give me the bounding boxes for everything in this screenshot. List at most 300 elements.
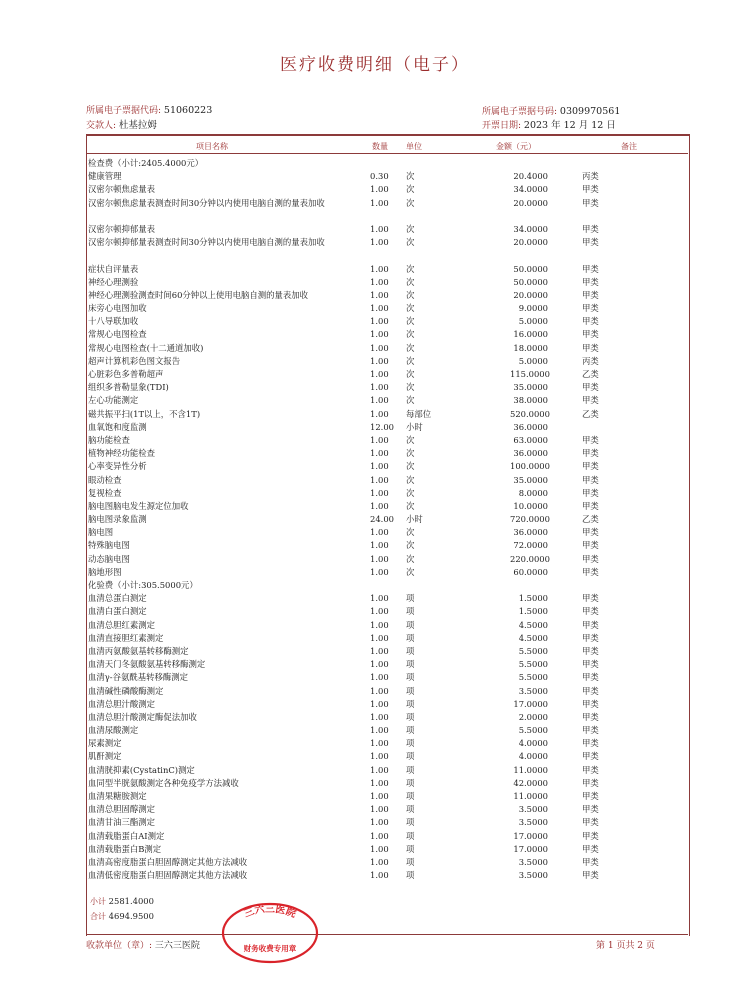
item-qty: 1.00 [370,382,389,393]
item-category: 甲类 [582,856,599,867]
item-name: 血清直接胆红素测定 [88,632,164,643]
item-unit: 次 [406,500,415,511]
item-qty: 1.00 [370,223,389,234]
item-name: 血清载脂蛋白AⅠ测定 [88,830,165,841]
document-title: 医疗收费明细（电子） [280,55,470,75]
finance-seal [220,902,320,964]
item-qty: 1.00 [370,197,389,208]
item-unit: 项 [406,645,415,656]
item-category: 甲类 [582,764,599,775]
issue-date-label: 开票日期: [482,121,522,131]
item-name: 化验费（小计:305.5000元） [88,580,198,591]
item-name: 脑电图脑电发生源定位加收 [88,500,189,511]
item-unit: 小时 [406,421,423,432]
item-amount: 5.5000 [518,725,548,736]
table-row [88,777,688,790]
item-category: 甲类 [582,461,599,472]
table-row [88,658,688,671]
item-category: 甲类 [582,725,599,736]
item-unit: 小时 [406,514,423,525]
item-name: 血清甘油三酯测定 [88,817,155,828]
item-qty: 1.00 [370,342,389,353]
payer [86,117,157,131]
item-amount: 220.0000 [510,553,550,564]
item-amount: 3.5000 [518,856,548,867]
item-qty: 1.00 [370,791,389,802]
total-value: 4694.9500 [108,911,154,921]
table-row [88,500,688,513]
col-name: 项目名称 [196,142,228,151]
item-unit: 次 [406,263,415,274]
table-row [88,315,688,328]
table-row [88,856,688,869]
col-amount: 金额（元） [496,142,536,151]
item-category: 甲类 [582,303,599,314]
table-row [88,750,688,763]
item-qty: 1.00 [370,830,389,841]
item-unit: 项 [406,870,415,881]
item-unit: 项 [406,619,415,630]
item-name: 磁共振平扫(1T以上，不含1T) [88,408,201,419]
item-qty: 1.00 [370,725,389,736]
item-qty: 1.00 [370,777,389,788]
table-row [88,276,688,289]
table-row [88,197,688,223]
item-category: 甲类 [582,685,599,696]
item-unit: 次 [406,369,415,380]
item-category: 丙类 [582,171,599,182]
item-amount: 20.4000 [513,171,548,182]
item-name: 肌酐测定 [88,751,122,762]
item-name: 床旁心电图加收 [88,303,147,314]
item-category: 甲类 [582,329,599,340]
total-label: 合计 [90,912,106,921]
item-qty: 1.00 [370,461,389,472]
item-qty: 1.00 [370,487,389,498]
item-name: 尿素测定 [88,738,122,749]
payer-label: 交款人: [86,121,117,131]
item-name: 复视检查 [88,487,122,498]
item-qty: 12.00 [370,421,394,432]
item-unit: 项 [406,632,415,643]
item-name: 心率变异性分析 [88,461,147,472]
detail-table-body [88,157,688,882]
issue-date [482,117,616,131]
item-qty: 1.00 [370,843,389,854]
item-name: 动态脑电图 [88,553,130,564]
item-category: 甲类 [582,197,599,208]
table-row [88,408,688,421]
item-amount: 5.5000 [518,672,548,683]
item-amount: 4.0000 [518,738,548,749]
item-amount: 34.0000 [513,184,548,195]
item-qty: 1.00 [370,355,389,366]
table-row [88,526,688,539]
item-qty: 1.00 [370,184,389,195]
item-name: 植物神经功能检查 [88,448,155,459]
item-unit: 项 [406,593,415,604]
item-qty: 1.00 [370,329,389,340]
item-amount: 17.0000 [513,698,548,709]
item-amount: 4.5000 [518,632,548,643]
item-unit: 次 [406,276,415,287]
item-amount: 72.0000 [513,540,548,551]
item-category: 甲类 [582,777,599,788]
issue-date-value: 2023 年 12 月 12 日 [523,120,616,131]
item-amount: 63.0000 [513,434,548,445]
item-qty: 1.00 [370,408,389,419]
item-amount: 20.0000 [513,237,548,248]
item-name: 血清高密度脂蛋白胆固醇测定其他方法减收 [88,856,248,867]
item-category: 丙类 [582,355,599,366]
footer-divider [86,934,688,935]
item-category: 甲类 [582,804,599,815]
item-unit: 次 [406,487,415,498]
item-unit: 项 [406,711,415,722]
item-amount: 8.0000 [518,487,548,498]
payee-label: 收款单位（章）: [86,941,153,951]
item-category: 甲类 [582,395,599,406]
item-category: 甲类 [582,500,599,511]
item-unit: 次 [406,527,415,538]
item-amount: 18.0000 [513,342,548,353]
item-amount: 3.5000 [518,685,548,696]
item-name: 脑地形图 [88,566,122,577]
table-row [88,539,688,552]
item-amount: 16.0000 [513,329,548,340]
item-qty: 1.00 [370,672,389,683]
item-name: 汉密尔顿抑郁量表测查时间30分钟以内使用电脑自测的量表加收 [88,237,325,248]
item-name: 脑电图 [88,527,114,538]
table-row [88,605,688,618]
subtotal-value: 2581.4000 [108,896,154,906]
item-unit: 次 [406,553,415,564]
item-amount: 20.0000 [513,197,548,208]
item-category: 甲类 [582,289,599,300]
item-unit: 项 [406,804,415,815]
item-name: 症状自评量表 [88,263,139,274]
item-qty: 1.00 [370,434,389,445]
item-name: 血清总胆固醇测定 [88,804,155,815]
item-category: 甲类 [582,342,599,353]
item-amount: 36.0000 [513,448,548,459]
table-row [88,816,688,829]
item-category: 甲类 [582,263,599,274]
item-amount: 1.5000 [518,593,548,604]
item-name: 血清尿酸测定 [88,725,139,736]
table-row [88,724,688,737]
item-unit: 项 [406,698,415,709]
item-name: 超声计算机彩色图文报告 [88,355,181,366]
table-row [88,263,688,276]
item-qty: 1.00 [370,659,389,670]
table-row [88,711,688,724]
table-row [88,619,688,632]
item-qty: 1.00 [370,856,389,867]
table-row [88,183,688,196]
table-row [88,342,688,355]
item-name: 心脏彩色多普勒超声 [88,369,164,380]
item-name: 血清胱抑素(CystatinC)测定 [88,764,195,775]
subtotal-label: 小计 [90,897,106,906]
item-qty: 1.00 [370,303,389,314]
item-amount: 720.0000 [510,514,550,525]
table-header [86,137,688,154]
item-category: 甲类 [582,830,599,841]
item-name: 组织多普勒显象(TDI) [88,382,169,393]
item-name: 常规心电图检查 [88,329,147,340]
table-row [88,474,688,487]
item-qty: 1.00 [370,540,389,551]
item-unit: 次 [406,184,415,195]
item-category: 甲类 [582,645,599,656]
page-indicator: 第 1 页共 2 页 [596,941,655,951]
item-amount: 36.0000 [513,527,548,538]
item-category: 甲类 [582,184,599,195]
item-name: 血清γ-谷氨酰基转移酶测定 [88,672,188,683]
invoice-number-label: 所属电子票据号码: [482,107,558,117]
seal-bottom-text: 财务收费专用章 [243,944,297,953]
item-amount: 17.0000 [513,843,548,854]
item-name: 血清总胆汁酸测定酶促法加收 [88,711,197,722]
grand-total [90,911,154,922]
item-amount: 5.0000 [518,355,548,366]
invoice-number-value: 0309970561 [559,106,621,117]
item-qty: 1.00 [370,289,389,300]
item-name: 血清碱性磷酸酶测定 [88,685,164,696]
table-row [88,368,688,381]
item-unit: 每部位 [406,408,432,419]
item-unit: 项 [406,817,415,828]
item-unit: 项 [406,685,415,696]
item-category: 甲类 [582,276,599,287]
table-row [88,170,688,183]
item-category: 甲类 [582,382,599,393]
item-unit: 次 [406,329,415,340]
item-amount: 35.0000 [513,474,548,485]
item-unit: 项 [406,738,415,749]
item-unit: 项 [406,791,415,802]
invoice-code-label: 所属电子票据代码: [86,106,162,116]
item-name: 眼动检查 [88,474,122,485]
item-name: 血清总蛋白测定 [88,593,147,604]
item-unit: 次 [406,342,415,353]
item-category: 甲类 [582,659,599,670]
section-heading-row [88,579,688,592]
table-row [88,434,688,447]
item-amount: 2.0000 [518,711,548,722]
item-qty: 0.30 [370,171,389,182]
item-qty: 1.00 [370,500,389,511]
item-amount: 4.0000 [518,751,548,762]
item-name: 检查费（小计:2405.4000元） [88,158,204,168]
item-unit: 次 [406,171,415,182]
item-amount: 3.5000 [518,804,548,815]
item-amount: 3.5000 [518,870,548,881]
item-qty: 1.00 [370,698,389,709]
item-unit: 次 [406,448,415,459]
item-amount: 5.0000 [518,316,548,327]
table-row [88,223,688,236]
item-qty: 1.00 [370,619,389,630]
item-amount: 38.0000 [513,395,548,406]
item-unit: 次 [406,289,415,300]
table-row [88,843,688,856]
item-name: 血清丙氨酸氨基转移酶测定 [88,645,189,656]
item-amount: 35.0000 [513,382,548,393]
item-category: 甲类 [582,711,599,722]
item-amount: 100.0000 [510,461,550,472]
item-name: 汉密尔顿焦虑量表测查时间30分钟以内使用电脑自测的量表加收 [88,197,325,208]
item-name: 血同型半胱氨酸测定各种免疫学方法减收 [88,777,239,788]
item-amount: 1.5000 [518,606,548,617]
item-qty: 1.00 [370,395,389,406]
item-amount: 115.0000 [510,369,550,380]
table-row [88,513,688,526]
item-amount: 60.0000 [513,566,548,577]
item-qty: 1.00 [370,804,389,815]
table-row [88,236,688,262]
table-row [88,302,688,315]
item-qty: 1.00 [370,817,389,828]
item-qty: 1.00 [370,593,389,604]
item-name: 血清总胆红素测定 [88,619,155,630]
item-category: 甲类 [582,223,599,234]
item-name: 血清总胆汁酸测定 [88,698,155,709]
item-qty: 1.00 [370,527,389,538]
item-unit: 次 [406,223,415,234]
item-amount: 42.0000 [513,777,548,788]
item-category: 甲类 [582,751,599,762]
item-unit: 次 [406,382,415,393]
item-name: 神经心理测验测查时间60分钟以上使用电脑自测的量表加收 [88,289,309,300]
item-unit: 项 [406,725,415,736]
item-qty: 1.00 [370,474,389,485]
item-name: 血氧饱和度监测 [88,421,147,432]
item-qty: 1.00 [370,870,389,881]
item-name: 左心功能测定 [88,395,139,406]
item-unit: 项 [406,777,415,788]
item-name: 汉密尔顿焦虑量表 [88,184,155,195]
table-row [88,698,688,711]
table-row [88,869,688,882]
item-amount: 34.0000 [513,223,548,234]
table-row [88,645,688,658]
item-unit: 次 [406,434,415,445]
item-category: 甲类 [582,448,599,459]
payee-value: 三六三医院 [154,941,200,951]
item-unit: 次 [406,316,415,327]
item-name: 血清低密度脂蛋白胆固醇测定其他方法减收 [88,870,248,881]
table-row [88,803,688,816]
item-category: 甲类 [582,632,599,643]
item-unit: 次 [406,197,415,208]
item-category: 甲类 [582,606,599,617]
item-qty: 1.00 [370,645,389,656]
table-row [88,553,688,566]
item-unit: 次 [406,566,415,577]
payer-value: 杜基拉姆 [118,120,157,131]
item-unit: 次 [406,395,415,406]
item-amount: 5.5000 [518,659,548,670]
item-unit: 次 [406,355,415,366]
table-row [88,460,688,473]
item-category: 甲类 [582,553,599,564]
item-category: 甲类 [582,540,599,551]
item-category: 甲类 [582,434,599,445]
item-unit: 项 [406,764,415,775]
col-qty: 数量 [372,142,388,151]
item-qty: 1.00 [370,237,389,248]
item-amount: 11.0000 [513,764,548,775]
invoice-number [482,104,620,117]
item-name: 脑功能检查 [88,434,130,445]
item-name: 十八导联加收 [88,316,139,327]
item-category: 甲类 [582,527,599,538]
item-unit: 项 [406,659,415,670]
item-category: 乙类 [582,369,599,380]
item-unit: 次 [406,540,415,551]
item-qty: 1.00 [370,369,389,380]
table-row [88,685,688,698]
table-row [88,737,688,750]
item-name: 健康管理 [88,171,122,182]
item-category: 甲类 [582,698,599,709]
item-amount: 9.0000 [518,303,548,314]
table-row [88,790,688,803]
item-category: 甲类 [582,791,599,802]
item-qty: 1.00 [370,711,389,722]
item-name: 汉密尔顿抑郁量表 [88,223,155,234]
item-unit: 项 [406,751,415,762]
item-qty: 1.00 [370,263,389,274]
item-qty: 24.00 [370,514,394,525]
table-row [88,328,688,341]
item-name: 血清载脂蛋白B测定 [88,843,162,854]
item-qty: 1.00 [370,448,389,459]
table-row [88,447,688,460]
table-row [88,289,688,302]
item-amount: 5.5000 [518,645,548,656]
table-row [88,355,688,368]
item-unit: 项 [406,856,415,867]
item-category: 甲类 [582,619,599,630]
item-amount: 4.5000 [518,619,548,630]
item-unit: 次 [406,461,415,472]
section-heading-row [88,157,688,170]
item-category: 甲类 [582,566,599,577]
subtotal [90,896,154,907]
item-amount: 11.0000 [513,791,548,802]
item-qty: 1.00 [370,751,389,762]
item-unit: 项 [406,830,415,841]
table-row [88,421,688,434]
item-name: 神经心理测验 [88,276,139,287]
item-name: 常规心电图检查(十二通道加收) [88,342,204,353]
item-category: 甲类 [582,237,599,248]
item-amount: 10.0000 [513,500,548,511]
item-qty: 1.00 [370,685,389,696]
item-qty: 1.00 [370,764,389,775]
table-row [88,381,688,394]
item-category: 甲类 [582,817,599,828]
item-category: 甲类 [582,593,599,604]
item-qty: 1.00 [370,276,389,287]
seal-top-text: 三六三医院 [242,904,298,921]
item-qty: 1.00 [370,566,389,577]
table-row [88,394,688,407]
table-row [88,764,688,777]
